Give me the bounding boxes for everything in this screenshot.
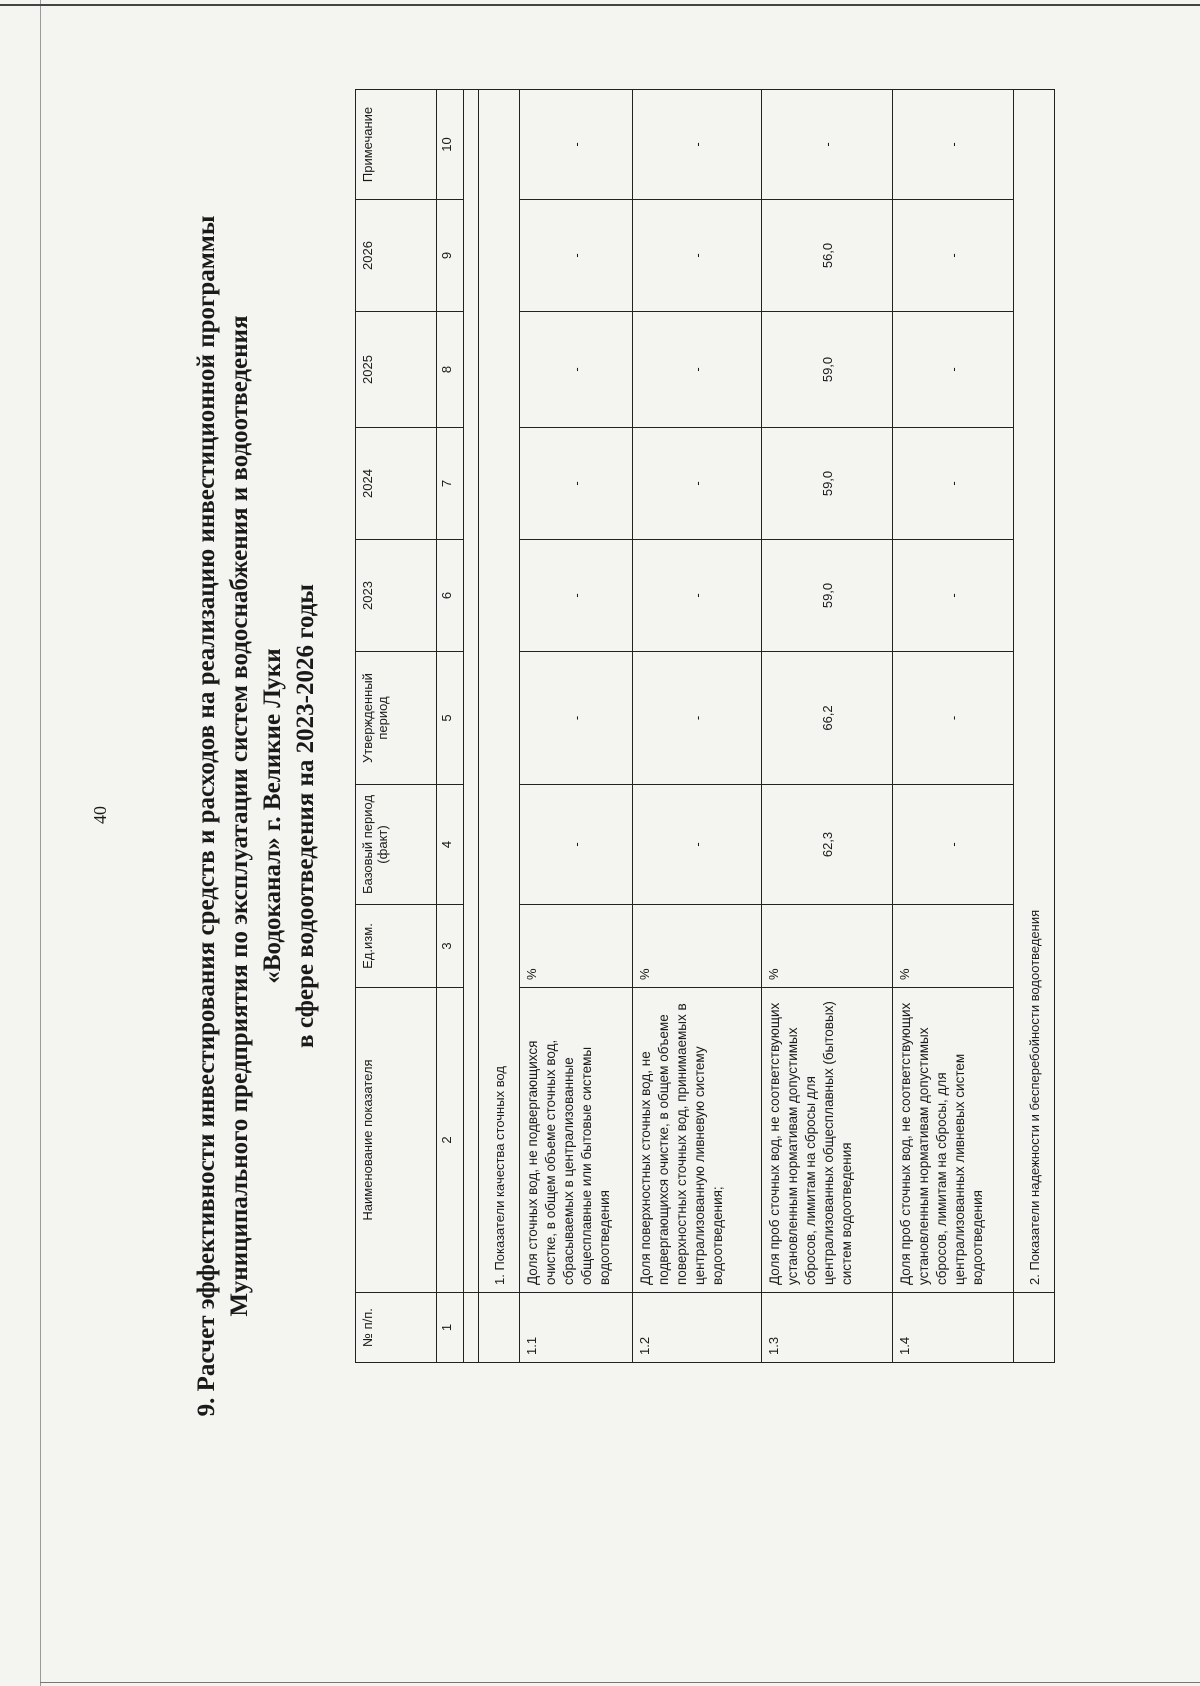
section-title: 2. Показатели надежности и бесперебойности водоотведения xyxy=(1014,90,1055,1293)
unit-cell: % xyxy=(633,905,762,988)
section-row-2 xyxy=(1014,90,1055,1363)
title-line-2: Муниципального предприятия по эксплуатации систем водоснабжения и водоотведения xyxy=(226,315,253,1317)
table-row xyxy=(762,90,893,1363)
unit-cell: % xyxy=(762,905,893,988)
title-line-4: в сфере водоотведения на 2023-2026 годы xyxy=(292,584,319,1048)
column-number: 9 xyxy=(437,200,464,312)
note-cell: - xyxy=(633,90,762,200)
value-base: - xyxy=(633,785,762,905)
indicator-name: Доля проб сточных вод, не соответствующих установленным нормативам допустимых сбросов, лимитам на сбросы, для централизованных ливневых систем водоотведения xyxy=(893,988,1014,1293)
note-cell: - xyxy=(893,90,1014,200)
value-2024: - xyxy=(520,428,633,540)
header-cell: Базовый период (факт) xyxy=(356,785,437,905)
value-2023: - xyxy=(633,540,762,652)
spacer-cell xyxy=(464,90,479,1293)
value-2026: - xyxy=(633,200,762,312)
value-2026: - xyxy=(893,200,1014,312)
value-2023: - xyxy=(520,540,633,652)
value-2023: 59,0 xyxy=(762,540,893,652)
header-cell: Примечание xyxy=(356,90,437,200)
document-title xyxy=(190,126,322,1506)
spacer-row xyxy=(464,90,479,1363)
column-number: 5 xyxy=(437,652,464,785)
column-number: 6 xyxy=(437,540,464,652)
indicator-name: Доля проб сточных вод, не соответствующих установленным нормативам допустимых сбросов, лимитам на сбросы для централизованных общесплавных (бытовых) систем водоотведения xyxy=(762,988,893,1293)
column-number: 1 xyxy=(437,1293,464,1363)
value-approved: 66,2 xyxy=(762,652,893,785)
spacer-cell xyxy=(464,1293,479,1363)
value-base: 62,3 xyxy=(762,785,893,905)
table-row xyxy=(633,90,762,1363)
section-title: 1. Показатели качества сточных вод xyxy=(479,90,520,1293)
column-number: 8 xyxy=(437,312,464,428)
value-2024: 59,0 xyxy=(762,428,893,540)
title-line-3: «Водоканал» г. Великие Луки xyxy=(259,648,286,984)
value-2025: 59,0 xyxy=(762,312,893,428)
header-cell: 2024 xyxy=(356,428,437,540)
header-cell: Ед.изм. xyxy=(356,905,437,988)
value-approved: - xyxy=(633,652,762,785)
header-cell: Утвержденный период xyxy=(356,652,437,785)
column-number: 10 xyxy=(437,90,464,200)
header-cell: Наименование показателя xyxy=(356,988,437,1293)
value-approved: - xyxy=(520,652,633,785)
note-cell: - xyxy=(520,90,633,200)
value-2024: - xyxy=(633,428,762,540)
header-cell: 2026 xyxy=(356,200,437,312)
column-number: 7 xyxy=(437,428,464,540)
section-row-1 xyxy=(479,90,520,1363)
value-2026: - xyxy=(520,200,633,312)
row-number: 1.1 xyxy=(520,1293,633,1363)
table-row xyxy=(893,90,1014,1363)
section-num-cell xyxy=(1014,1293,1055,1363)
value-2024: - xyxy=(893,428,1014,540)
value-2026: 56,0 xyxy=(762,200,893,312)
value-2025: - xyxy=(633,312,762,428)
indicators-table xyxy=(355,89,1055,1363)
indicator-name: Доля сточных вод, не подвергающихся очистке, в общем объеме сточных вод, сбрасываемых в централизованные общесплавные или бытовые системы водоотведения xyxy=(520,988,633,1293)
row-number: 1.4 xyxy=(893,1293,1014,1363)
indicator-name: Доля поверхностных сточных вод, не подвергающихся очистке, в общем объеме поверхностных сточных вод, принимаемых в централизованную ливневую систему водоотведения; xyxy=(633,988,762,1293)
row-number: 1.2 xyxy=(633,1293,762,1363)
row-number: 1.3 xyxy=(762,1293,893,1363)
column-number-row xyxy=(437,90,464,1363)
value-approved: - xyxy=(893,652,1014,785)
value-base: - xyxy=(520,785,633,905)
note-cell: - xyxy=(762,90,893,200)
header-cell: 2025 xyxy=(356,312,437,428)
section-num-cell xyxy=(479,1293,520,1363)
value-base: - xyxy=(893,785,1014,905)
page-number: 40 xyxy=(90,806,110,824)
column-number: 2 xyxy=(437,988,464,1293)
header-row xyxy=(356,90,437,1363)
table-row xyxy=(520,90,633,1363)
column-number: 4 xyxy=(437,785,464,905)
header-cell: № п/п. xyxy=(356,1293,437,1363)
column-number: 3 xyxy=(437,905,464,988)
value-2025: - xyxy=(520,312,633,428)
value-2025: - xyxy=(893,312,1014,428)
unit-cell: % xyxy=(893,905,1014,988)
unit-cell: % xyxy=(520,905,633,988)
value-2023: - xyxy=(893,540,1014,652)
title-line-1: 9. Расчет эффективности инвестирования средств и расходов на реализацию инвестиционной программы xyxy=(193,215,220,1417)
header-cell: 2023 xyxy=(356,540,437,652)
